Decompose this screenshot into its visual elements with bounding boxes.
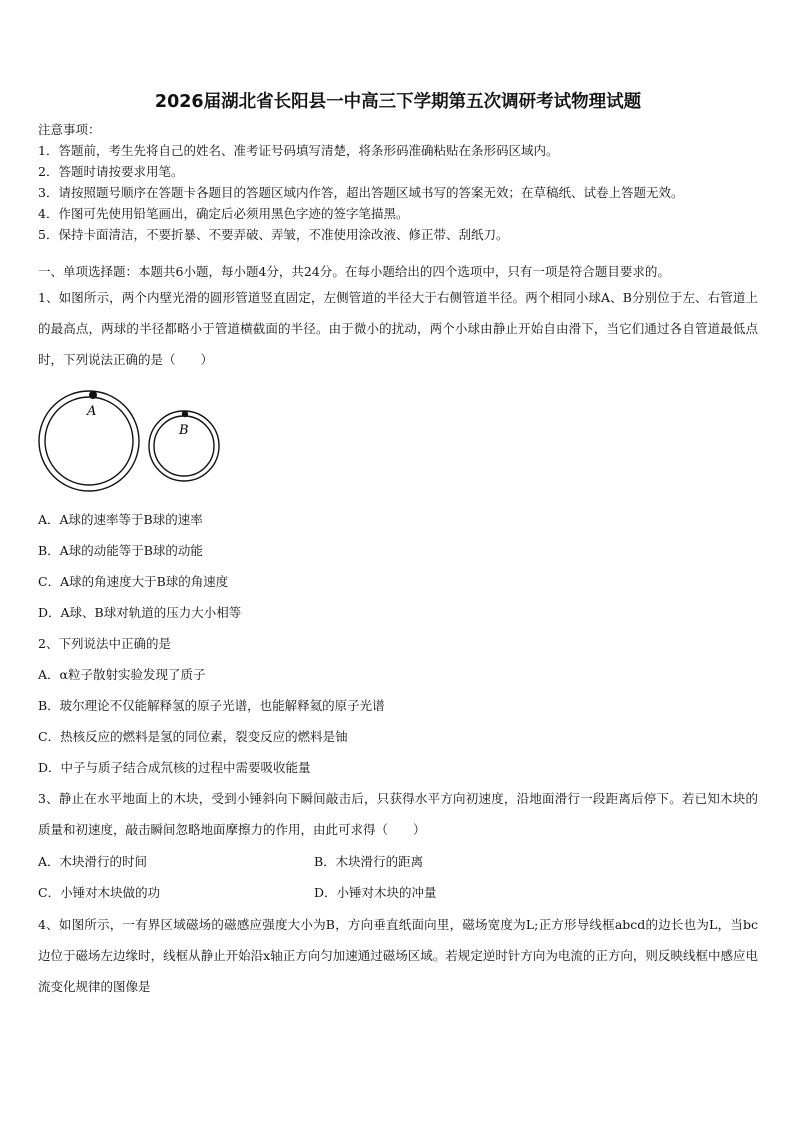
question-1-stem: 1、如图所示，两个内壁光滑的圆形管道竖直固定，左侧管道的半径大于右侧管道半径。两个相同小球A、B分别位于左、右管道上的最高点，两球的半径都略小于管道横截面的半径。由于微小的扰动，两个小球由静止开始自由滑下，当它们通过各自管道最低点时，下列说法正确的是（ ） <box>38 290 758 367</box>
small-tube <box>149 411 219 481</box>
q2-option-a: A．α粒子散射实验发现了质子 <box>38 667 206 682</box>
q1-option-b: B．A球的动能等于B球的动能 <box>38 543 203 558</box>
q3-option-a: A．木块滑行的时间 <box>38 854 148 869</box>
ball-b-label: B <box>179 423 189 438</box>
notice-list <box>38 140 758 245</box>
q2-option-b: B．玻尔理论不仅能解释氢的原子光谱，也能解释氦的原子光谱 <box>38 698 385 713</box>
notice-item: 2．答题时请按要求用笔。 <box>38 164 184 179</box>
ball-a-label: A <box>87 404 97 419</box>
q3-option-c: C．小锤对木块做的功 <box>38 885 161 900</box>
notice-item: 5．保持卡面清洁，不要折暴、不要弄破、弄皱，不准使用涂改液、修正带、刮纸刀。 <box>38 227 509 242</box>
notice-item: 1．答题前，考生先将自己的姓名、准考证号码填写清楚，将条形码准确粘贴在条形码区域内。 <box>38 143 559 158</box>
q3-option-b: B．木块滑行的距离 <box>314 854 424 869</box>
q1-option-a: A．A球的速率等于B球的速率 <box>38 512 203 527</box>
notice-item: 3．请按照题号顺序在答题卡各题目的答题区域内作答，超出答题区域书写的答案无效；在草稿纸、试卷上答题无效。 <box>38 185 684 200</box>
q1-option-c: C．A球的角速度大于B球的角速度 <box>38 574 229 589</box>
ball-b <box>182 411 188 417</box>
q2-option-c: C．热核反应的燃料是氢的同位素，裂变反应的燃料是铀 <box>38 729 348 744</box>
q1-option-d: D．A球、B球对轨道的压力大小相等 <box>38 605 242 620</box>
notice-item: 4．作图可先使用铅笔画出，确定后必须用黑色字迹的签字笔描黑。 <box>38 206 409 221</box>
ball-a <box>89 391 97 399</box>
circular-tubes-figure <box>38 385 238 497</box>
q3-option-d: D．小锤对木块的冲量 <box>314 885 437 900</box>
question-4-stem: 4、如图所示，一有界区域磁场的磁感应强度大小为B，方向垂直纸面向里，磁场宽度为L;正方形导线框abcd的边长也为L，当bc边位于磁场左边缘时，线框从静止开始沿x轴正方向匀加速通过磁场区域。若规定逆时针方向为电流的正方向，则反映线框中感应电流变化规律的图像是 <box>38 917 758 994</box>
notice-label: 注意事项： <box>38 122 101 137</box>
question-3-stem: 3、静止在水平地面上的木块，受到小锤斜向下瞬间敲击后，只获得水平方向初速度，沿地面滑行一段距离后停下。若已知木块的质量和初速度，敲击瞬间忽略地面摩擦力的作用，由此可求得（ ） <box>38 791 758 837</box>
section-heading: 一、单项选择题：本题共6小题，每小题4分，共24分。在每小题给出的四个选项中，只有一项是符合题目要求的。 <box>38 264 670 279</box>
q2-option-d: D．中子与质子结合成氘核的过程中需要吸收能量 <box>38 760 311 775</box>
question-2-stem: 2、下列说法中正确的是 <box>38 636 171 651</box>
page-title: 2026届湖北省长阳县一中高三下学期第五次调研考试物理试题 <box>154 92 642 112</box>
